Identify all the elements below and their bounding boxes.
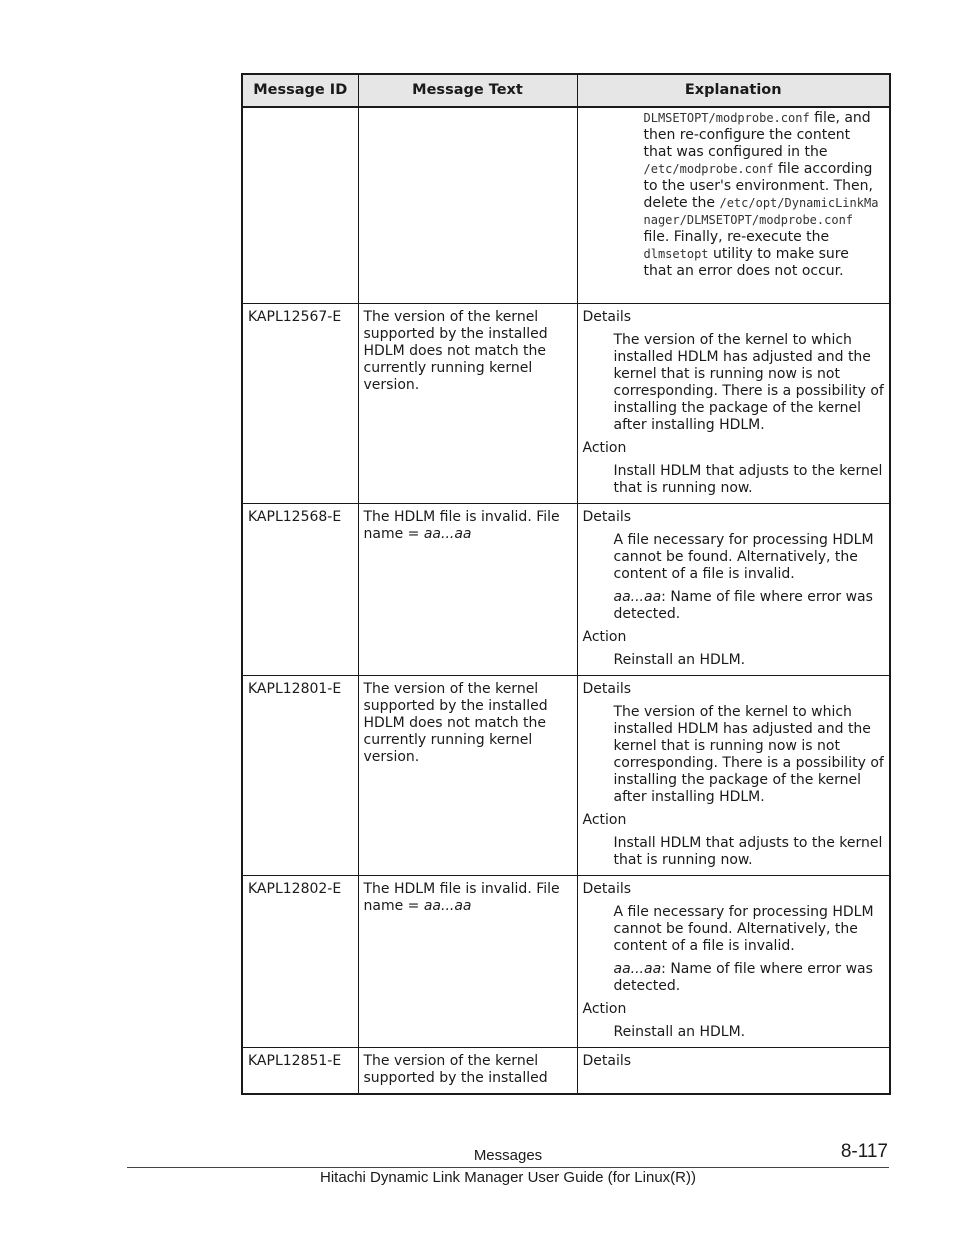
explanation-cell xyxy=(577,303,890,503)
header-explanation: Explanation xyxy=(577,74,890,107)
action-text: Reinstall an HDLM. xyxy=(613,1023,746,1040)
table-row xyxy=(242,1047,890,1094)
explanation-cell xyxy=(577,503,890,675)
table-row xyxy=(242,675,890,875)
variable: aa...aa xyxy=(423,525,472,542)
message-text-cell xyxy=(358,107,577,303)
message-text-cell: The HDLM file is invalid. File name = aa...aa xyxy=(358,875,577,1047)
message-id-cell: KAPL12568-E xyxy=(242,503,358,675)
variable: aa...aa xyxy=(613,960,662,977)
page-number: 8-117 xyxy=(840,1141,888,1162)
explanation-cell xyxy=(577,675,890,875)
table-row xyxy=(242,503,890,675)
message-text-cell: The version of the kernel supported by the installed HDLM does not match the currently running kernel version. xyxy=(358,675,577,875)
variable: aa...aa xyxy=(423,897,472,914)
footer-section-title: Messages xyxy=(473,1147,543,1164)
table-row xyxy=(242,303,890,503)
action-label: Action xyxy=(582,811,627,828)
variable-description: aa...aa: Name of file where error was detected. xyxy=(613,960,873,994)
action-text: Reinstall an HDLM. xyxy=(613,651,746,668)
header-message-text: Message Text xyxy=(358,74,577,107)
explanation-cell xyxy=(577,875,890,1047)
message-text-cell: The HDLM file is invalid. File name = aa...aa xyxy=(358,503,577,675)
table-row xyxy=(242,107,890,303)
message-text-cell: The version of the kernel supported by the installed HDLM does not match the currently running kernel version. xyxy=(358,303,577,503)
details-label: Details xyxy=(582,680,632,697)
details-text: The version of the kernel to which installed HDLM has adjusted and the kernel that is running now is not corresponding. There is a possibility of installing the package of the kernel after installing HDLM. xyxy=(613,703,884,805)
code-path: /etc/opt/DynamicLinkManager/DLMSETOPT/modprobe.conf xyxy=(643,196,879,227)
continuation-text: DLMSETOPT/modprobe.conf file, and then re-configure the content that was configured in the /etc/modprobe.conf file according to the user's environment. Then, delete the /etc/opt/DynamicLinkManager/DLMSETOPT/modprobe.conf file. Finally, re-execute the dlmsetopt utility to make sure that an error does not occur. xyxy=(643,110,879,279)
action-label: Action xyxy=(582,628,627,645)
variable-description: aa...aa: Name of file where error was detected. xyxy=(613,588,873,622)
code-path: DLMSETOPT/modprobe.conf xyxy=(643,111,810,125)
explanation-cell xyxy=(577,1047,890,1094)
details-label: Details xyxy=(582,508,632,525)
variable: aa...aa xyxy=(613,588,662,605)
action-text: Install HDLM that adjusts to the kernel that is running now. xyxy=(613,462,883,496)
footer-divider xyxy=(127,1167,889,1168)
table-row xyxy=(242,875,890,1047)
message-id-cell: KAPL12567-E xyxy=(242,303,358,503)
messages-table xyxy=(241,73,891,1095)
action-label: Action xyxy=(582,1000,627,1017)
details-label: Details xyxy=(582,308,632,325)
code-command: dlmsetopt xyxy=(643,247,709,261)
explanation-cell xyxy=(577,107,890,303)
footer-guide-title: Hitachi Dynamic Link Manager User Guide (for Linux(R)) xyxy=(320,1169,696,1186)
table-header-row xyxy=(242,74,890,107)
message-id-cell: KAPL12802-E xyxy=(242,875,358,1047)
code-path: /etc/modprobe.conf xyxy=(643,162,774,176)
message-id-cell: KAPL12851-E xyxy=(242,1047,358,1094)
header-message-id: Message ID xyxy=(242,74,358,107)
details-text: A file necessary for processing HDLM cannot be found. Alternatively, the content of a file is invalid. xyxy=(613,903,874,954)
details-label: Details xyxy=(582,1052,632,1069)
action-text: Install HDLM that adjusts to the kernel that is running now. xyxy=(613,834,883,868)
message-id-cell: KAPL12801-E xyxy=(242,675,358,875)
action-label: Action xyxy=(582,439,627,456)
message-text-cell: The version of the kernel supported by the installed xyxy=(358,1047,577,1094)
message-id-cell xyxy=(242,107,358,303)
details-label: Details xyxy=(582,880,632,897)
details-text: A file necessary for processing HDLM cannot be found. Alternatively, the content of a file is invalid. xyxy=(613,531,874,582)
details-text: The version of the kernel to which installed HDLM has adjusted and the kernel that is running now is not corresponding. There is a possibility of installing the package of the kernel after installing HDLM. xyxy=(613,331,884,433)
